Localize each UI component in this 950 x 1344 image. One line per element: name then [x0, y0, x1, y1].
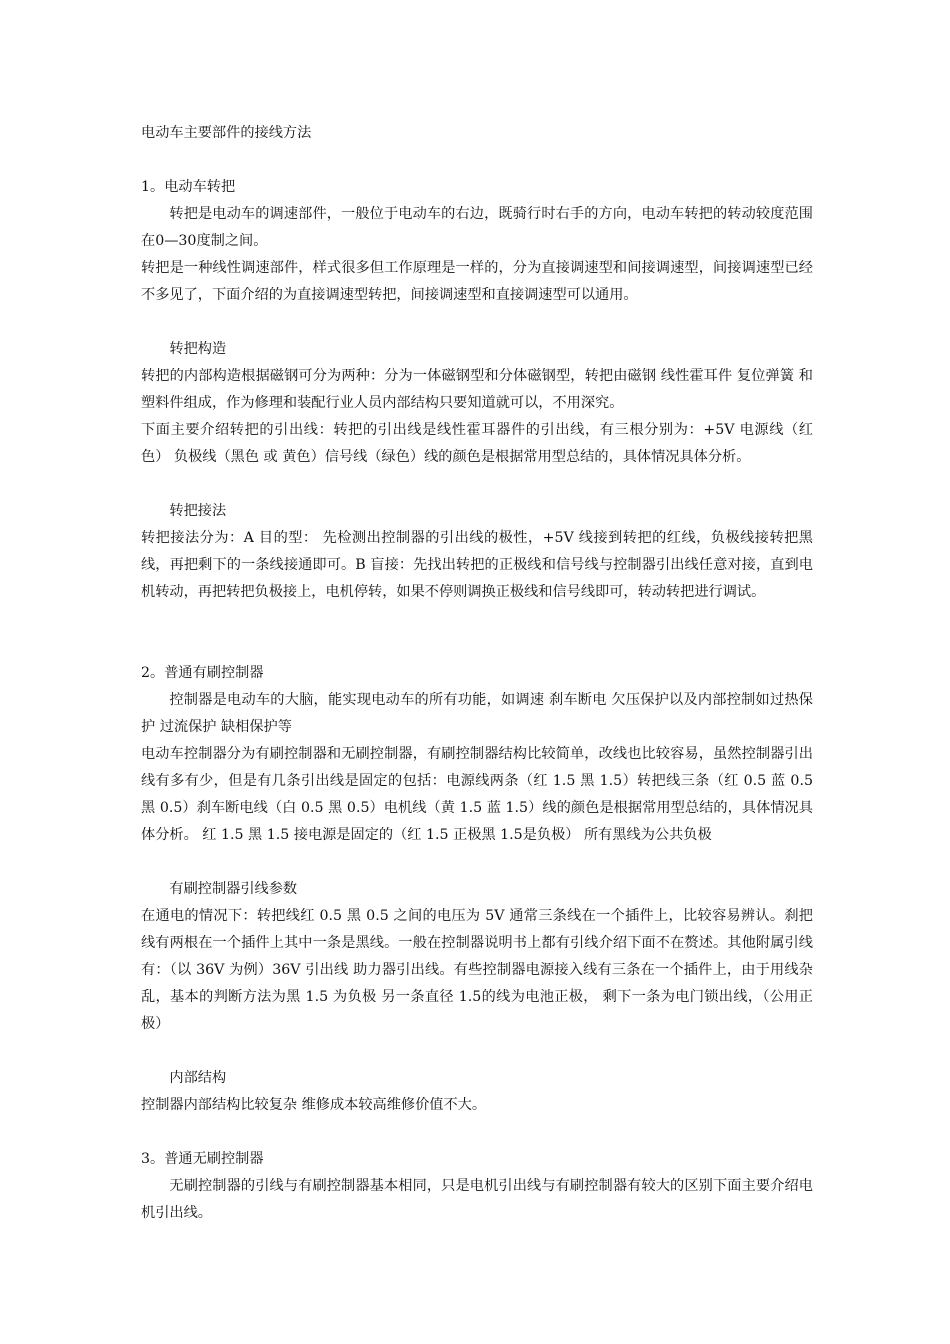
section-3-paragraph-1: 无刷控制器的引线与有刷控制器基本相同，只是电机引出线与有刷控制器有较大的区别下面主要介绍电机引出线。: [141, 1178, 813, 1221]
spacer: [141, 471, 813, 498]
section-2-paragraph-1: 控制器是电动车的大脑，能实现电动车的所有功能，如调速 刹车断电 欠压保护以及内部控制如过热保护 过流保护 缺相保护等: [141, 692, 813, 735]
spacer: [141, 606, 813, 660]
section-2-heading: 2。普通有刷控制器: [141, 665, 264, 681]
section-1-paragraph-2: 转把是一种线性调速部件，样式很多但工作原理是一样的，分为直接调速型和间接调速型，间接调速型已经不多见了，下面介绍的为直接调速型转把，间接调速型和直接调速型可以通用。: [141, 260, 813, 303]
section-2-sub-1-paragraph-1: 在通电的情况下：转把线红 0.5 黑 0.5 之间的电压为 5V 通常三条线在一个插件上，比较容易辨认。刹把线有两根在一个插件上其中一条是黑线。一般在控制器说明书上都有引线介绍下面不在赘述。其他附属引线有：（以 36V 为例）36V 引出线 助力器引出线。有些控制器电源接入线有三条在一个插件上，由于用线杂乱，基本的判断方法为黑 1.5 为负极 另一条直径 1.5的线为电池正极， 剩下一条为电门锁出线，（公用正极）: [141, 908, 813, 1032]
section-2-paragraph-2: 电动车控制器分为有刷控制器和无刷控制器，有刷控制器结构比较简单，改线也比较容易，虽然控制器引出线有多有少，但是有几条引出线是固定的包括：电源线两条（红 1.5 黑 1.5）转把线三条（红 0.5 蓝 0.5 黑 0.5）刹车断电线（白 0.5 黑 0.5）电机线（黄 1.5 蓝 1.5）线的颜色是根据常用型总结的，具体情况具体分析。 红 1.5 黑 1.5 接电源是固定的（红 1.5 正极黑 1.5是负极） 所有黑线为公共负极: [141, 746, 813, 843]
section-1-paragraph-1: 转把是电动车的调速部件，一般位于电动车的右边，既骑行时右手的方向，电动车转把的转动较度范围在0—30度制之间。: [141, 206, 813, 249]
spacer: [141, 309, 813, 336]
section-1-sub-1-paragraph-2: 下面主要介绍转把的引出线：转把的引出线是线性霍耳器件的引出线，有三根分别为：+5V 电源线（红色） 负极线（黑色 或 黄色）信号线（绿色）线的颜色是根据常用型总结的，具体情况具体分析。: [141, 422, 813, 465]
section-3-heading: 3。普通无刷控制器: [141, 1151, 264, 1167]
spacer: [141, 147, 813, 174]
section-2-sub-2-heading: 内部结构: [169, 1070, 227, 1086]
document-body: [141, 120, 813, 1227]
section-1-sub-1-paragraph-1: 转把的内部构造根据磁钢可分为两种：分为一体磁钢型和分体磁钢型，转把由磁钢 线性霍耳件 复位弹簧 和塑料件组成，作为修理和装配行业人员内部结构只要知道就可以，不用深究。: [141, 368, 813, 411]
document-title: 电动车主要部件的接线方法: [141, 125, 312, 141]
section-1-sub-1-heading: 转把构造: [169, 341, 227, 357]
section-1-sub-2-paragraph-1: 转把接法分为：A 目的型： 先检测出控制器的引出线的极性，+5V 线接到转把的红线，负极线接转把黑线，再把剩下的一条线接通即可。B 盲接：先找出转把的正极线和信号线与控制器引出线任意对接，直到电机转动，再把转把负极接上，电机停转，如果不停则调换正极线和信号线即可，转动转把进行调试。: [141, 530, 813, 600]
section-1-sub-2-heading: 转把接法: [169, 503, 227, 519]
section-1-heading: 1。电动车转把: [141, 179, 236, 195]
spacer: [141, 849, 813, 876]
section-2-sub-1-heading: 有刷控制器引线参数: [169, 881, 298, 897]
section-2-sub-2-paragraph-1: 控制器内部结构比较复杂 维修成本较高维修价值不大。: [141, 1097, 487, 1113]
spacer: [141, 1038, 813, 1065]
spacer: [141, 1119, 813, 1146]
